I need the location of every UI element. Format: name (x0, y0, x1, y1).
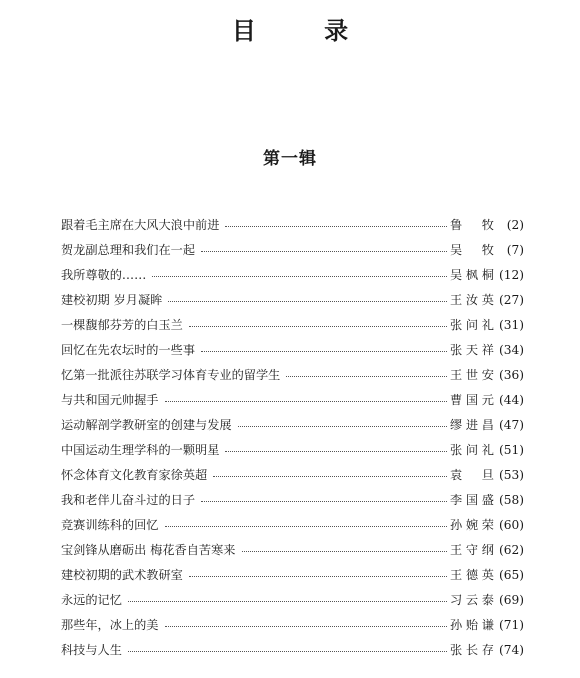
entry-page: (53) (498, 467, 524, 482)
dot-leader (165, 626, 448, 627)
entry-page: (62) (498, 542, 524, 557)
dot-leader (165, 401, 448, 402)
entry-title: 我和老伴儿奋斗过的日子 (61, 493, 196, 507)
entry-page: (2) (506, 217, 524, 232)
toc-entry[interactable] (61, 262, 524, 287)
toc-entry[interactable] (61, 462, 524, 487)
entry-title: 宝剑锋从磨砺出 梅花香自苦寒来 (61, 543, 236, 557)
dot-leader (201, 501, 447, 502)
entry-author: 王汝英 (450, 293, 494, 307)
entry-page: (69) (498, 592, 524, 607)
entry-author: 王世安 (450, 368, 494, 382)
dot-leader (225, 451, 447, 452)
entry-page: (7) (506, 242, 524, 257)
entry-author: 王德英 (450, 568, 494, 582)
toc-entry[interactable] (61, 587, 524, 612)
dot-leader (242, 551, 448, 552)
dot-leader (152, 276, 447, 277)
entry-author: 张长存 (450, 643, 494, 657)
dot-leader (213, 476, 447, 477)
entry-page: (60) (498, 517, 524, 532)
entry-author: 鲁 牧 (450, 218, 494, 232)
toc-entry[interactable] (61, 537, 524, 562)
entry-page: (74) (498, 642, 524, 657)
entry-title: 建校初期的武术教研室 (61, 568, 183, 582)
entry-author: 缪进昌 (450, 418, 494, 432)
entry-author: 王守纲 (450, 543, 494, 557)
entry-title: 我所尊敬的…… (61, 268, 147, 282)
entry-title: 一棵馥郁芬芳的白玉兰 (61, 318, 183, 332)
entry-author: 李国盛 (450, 493, 494, 507)
toc-entry[interactable] (61, 387, 524, 412)
dot-leader (128, 601, 447, 602)
entry-page: (71) (498, 617, 524, 632)
entry-title: 竞赛训练科的回忆 (61, 518, 159, 532)
entry-author: 张问礼 (450, 443, 494, 457)
entry-page: (12) (498, 267, 524, 282)
toc-list (61, 212, 524, 662)
dot-leader (286, 376, 447, 377)
toc-entry[interactable] (61, 437, 524, 462)
entry-author: 吴枫桐 (450, 268, 494, 282)
entry-page: (51) (498, 442, 524, 457)
entry-author: 袁 旦 (450, 468, 494, 482)
page-title: 目 录 (231, 17, 379, 45)
entry-title: 与共和国元帅握手 (61, 393, 159, 407)
entry-title: 跟着毛主席在大风大浪中前进 (61, 218, 220, 232)
entry-page: (65) (498, 567, 524, 582)
entry-author: 吴 牧 (450, 243, 494, 257)
dot-leader (238, 426, 447, 427)
entry-page: (44) (498, 392, 524, 407)
entry-title: 怀念体育文化教育家徐英超 (61, 468, 208, 482)
toc-entry[interactable] (61, 362, 524, 387)
toc-entry[interactable] (61, 237, 524, 262)
entry-title: 运动解剖学教研室的创建与发展 (61, 418, 232, 432)
dot-leader (168, 301, 447, 302)
toc-entry[interactable] (61, 487, 524, 512)
entry-page: (31) (498, 317, 524, 332)
entry-author: 孙贻谦 (450, 618, 494, 632)
entry-author: 曹国元 (450, 393, 494, 407)
entry-page: (36) (498, 367, 524, 382)
toc-entry[interactable] (61, 612, 524, 637)
toc-entry[interactable] (61, 212, 524, 237)
entry-title: 科技与人生 (61, 643, 122, 657)
entry-title: 永远的记忆 (61, 593, 122, 607)
entry-author: 孙婉荣 (450, 518, 494, 532)
toc-entry[interactable] (61, 287, 524, 312)
entry-author: 张天祥 (450, 343, 494, 357)
entry-page: (27) (498, 292, 524, 307)
entry-page: (47) (498, 417, 524, 432)
entry-title: 回忆在先农坛时的一些事 (61, 343, 196, 357)
section-title: 第一辑 (263, 149, 317, 169)
dot-leader (201, 251, 447, 252)
entry-title: 建校初期 岁月凝眸 (61, 293, 163, 307)
toc-entry[interactable] (61, 512, 524, 537)
dot-leader (128, 651, 447, 652)
entry-title: 那些年，冰上的美 (61, 618, 159, 632)
dot-leader (189, 576, 447, 577)
dot-leader (165, 526, 448, 527)
entry-title: 中国运动生理学科的一颗明星 (61, 443, 220, 457)
entry-title: 忆第一批派往苏联学习体育专业的留学生 (61, 368, 281, 382)
toc-entry[interactable] (61, 412, 524, 437)
dot-leader (201, 351, 447, 352)
toc-entry[interactable] (61, 562, 524, 587)
entry-author: 习云泰 (450, 593, 494, 607)
dot-leader (189, 326, 447, 327)
toc-entry[interactable] (61, 637, 524, 662)
toc-entry[interactable] (61, 312, 524, 337)
entry-title: 贺龙副总理和我们在一起 (61, 243, 196, 257)
dot-leader (225, 226, 447, 227)
entry-author: 张问礼 (450, 318, 494, 332)
entry-page: (58) (498, 492, 524, 507)
toc-entry[interactable] (61, 337, 524, 362)
entry-page: (34) (498, 342, 524, 357)
